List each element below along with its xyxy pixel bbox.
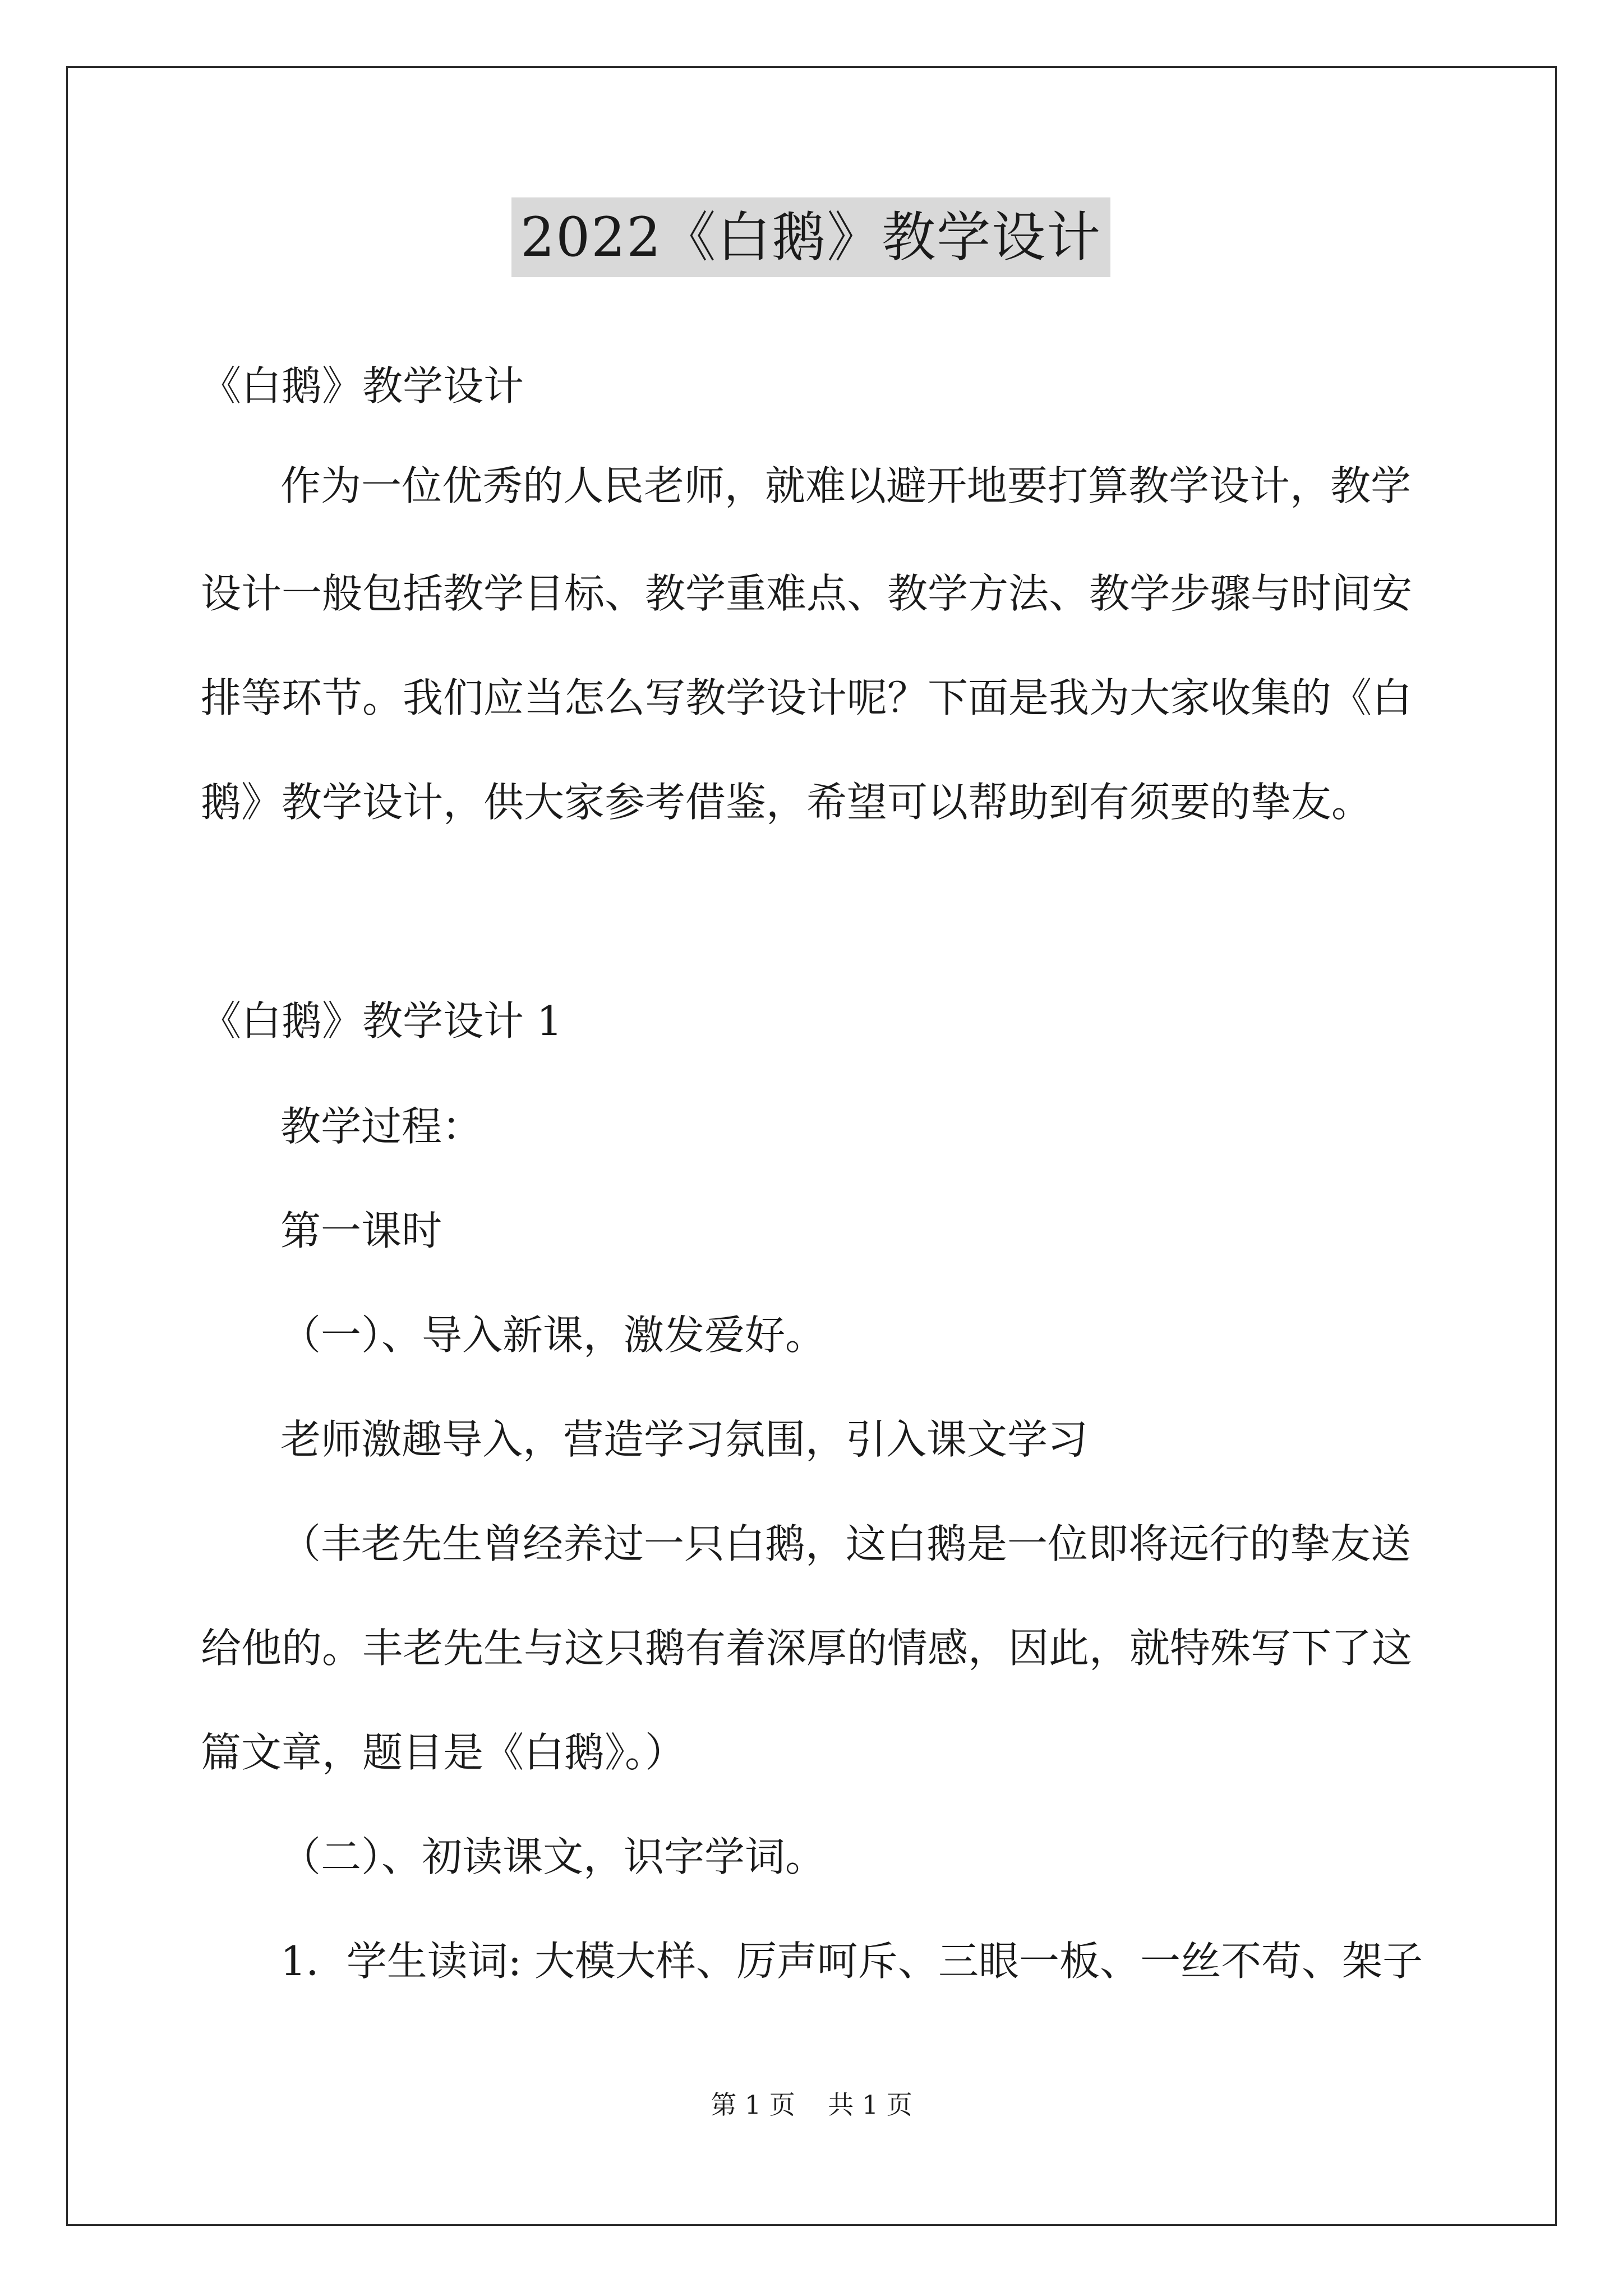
page-number-footer: 第 1 页 共 1 页 xyxy=(711,2090,912,2120)
subtitle: 《白鹅》教学设计 xyxy=(201,362,524,409)
step2-heading: （二）、初读课文，识字学词。 xyxy=(280,1833,826,1880)
document-title: 2022《白鹅》教学设计 xyxy=(511,197,1110,277)
intro-line-1: 作为一位优秀的人民老师，就难以避开地要打算教学设计，教学 xyxy=(280,462,1412,509)
step1-text: 老师激趣导入，营造学习氛围，引入课文学习 xyxy=(280,1416,1089,1463)
section-heading: 《白鹅》教学设计 1 xyxy=(201,997,562,1045)
lesson-label: 第一课时 xyxy=(280,1207,442,1254)
step1-note-line-2: 给他的。丰老先生与这只鹅有着深厚的情感，因此，就特殊写下了这 xyxy=(201,1625,1413,1672)
intro-line-3: 排等环节。我们应当怎么写教学设计呢？下面是我为大家收集的《白 xyxy=(201,674,1413,721)
intro-line-2: 设计一般包括教学目标、教学重难点、教学方法、教学步骤与时间安 xyxy=(201,570,1413,617)
intro-line-4: 鹅》教学设计，供大家参考借鉴，希望可以帮助到有须要的挚友。 xyxy=(201,779,1372,826)
step1-heading: （一）、导入新课，激发爱好。 xyxy=(280,1312,826,1359)
step1-note-line-3: 篇文章，题目是《白鹅》。） xyxy=(201,1729,686,1776)
process-label: 教学过程： xyxy=(280,1103,483,1150)
step1-note-line-1: （丰老先生曾经养过一只白鹅，这白鹅是一位即将远行的挚友送 xyxy=(280,1520,1412,1567)
step2-item-1: 1．学生读词: 大模大样、厉声呵斥、三眼一板、一丝不苟、架子 xyxy=(280,1938,1423,1985)
